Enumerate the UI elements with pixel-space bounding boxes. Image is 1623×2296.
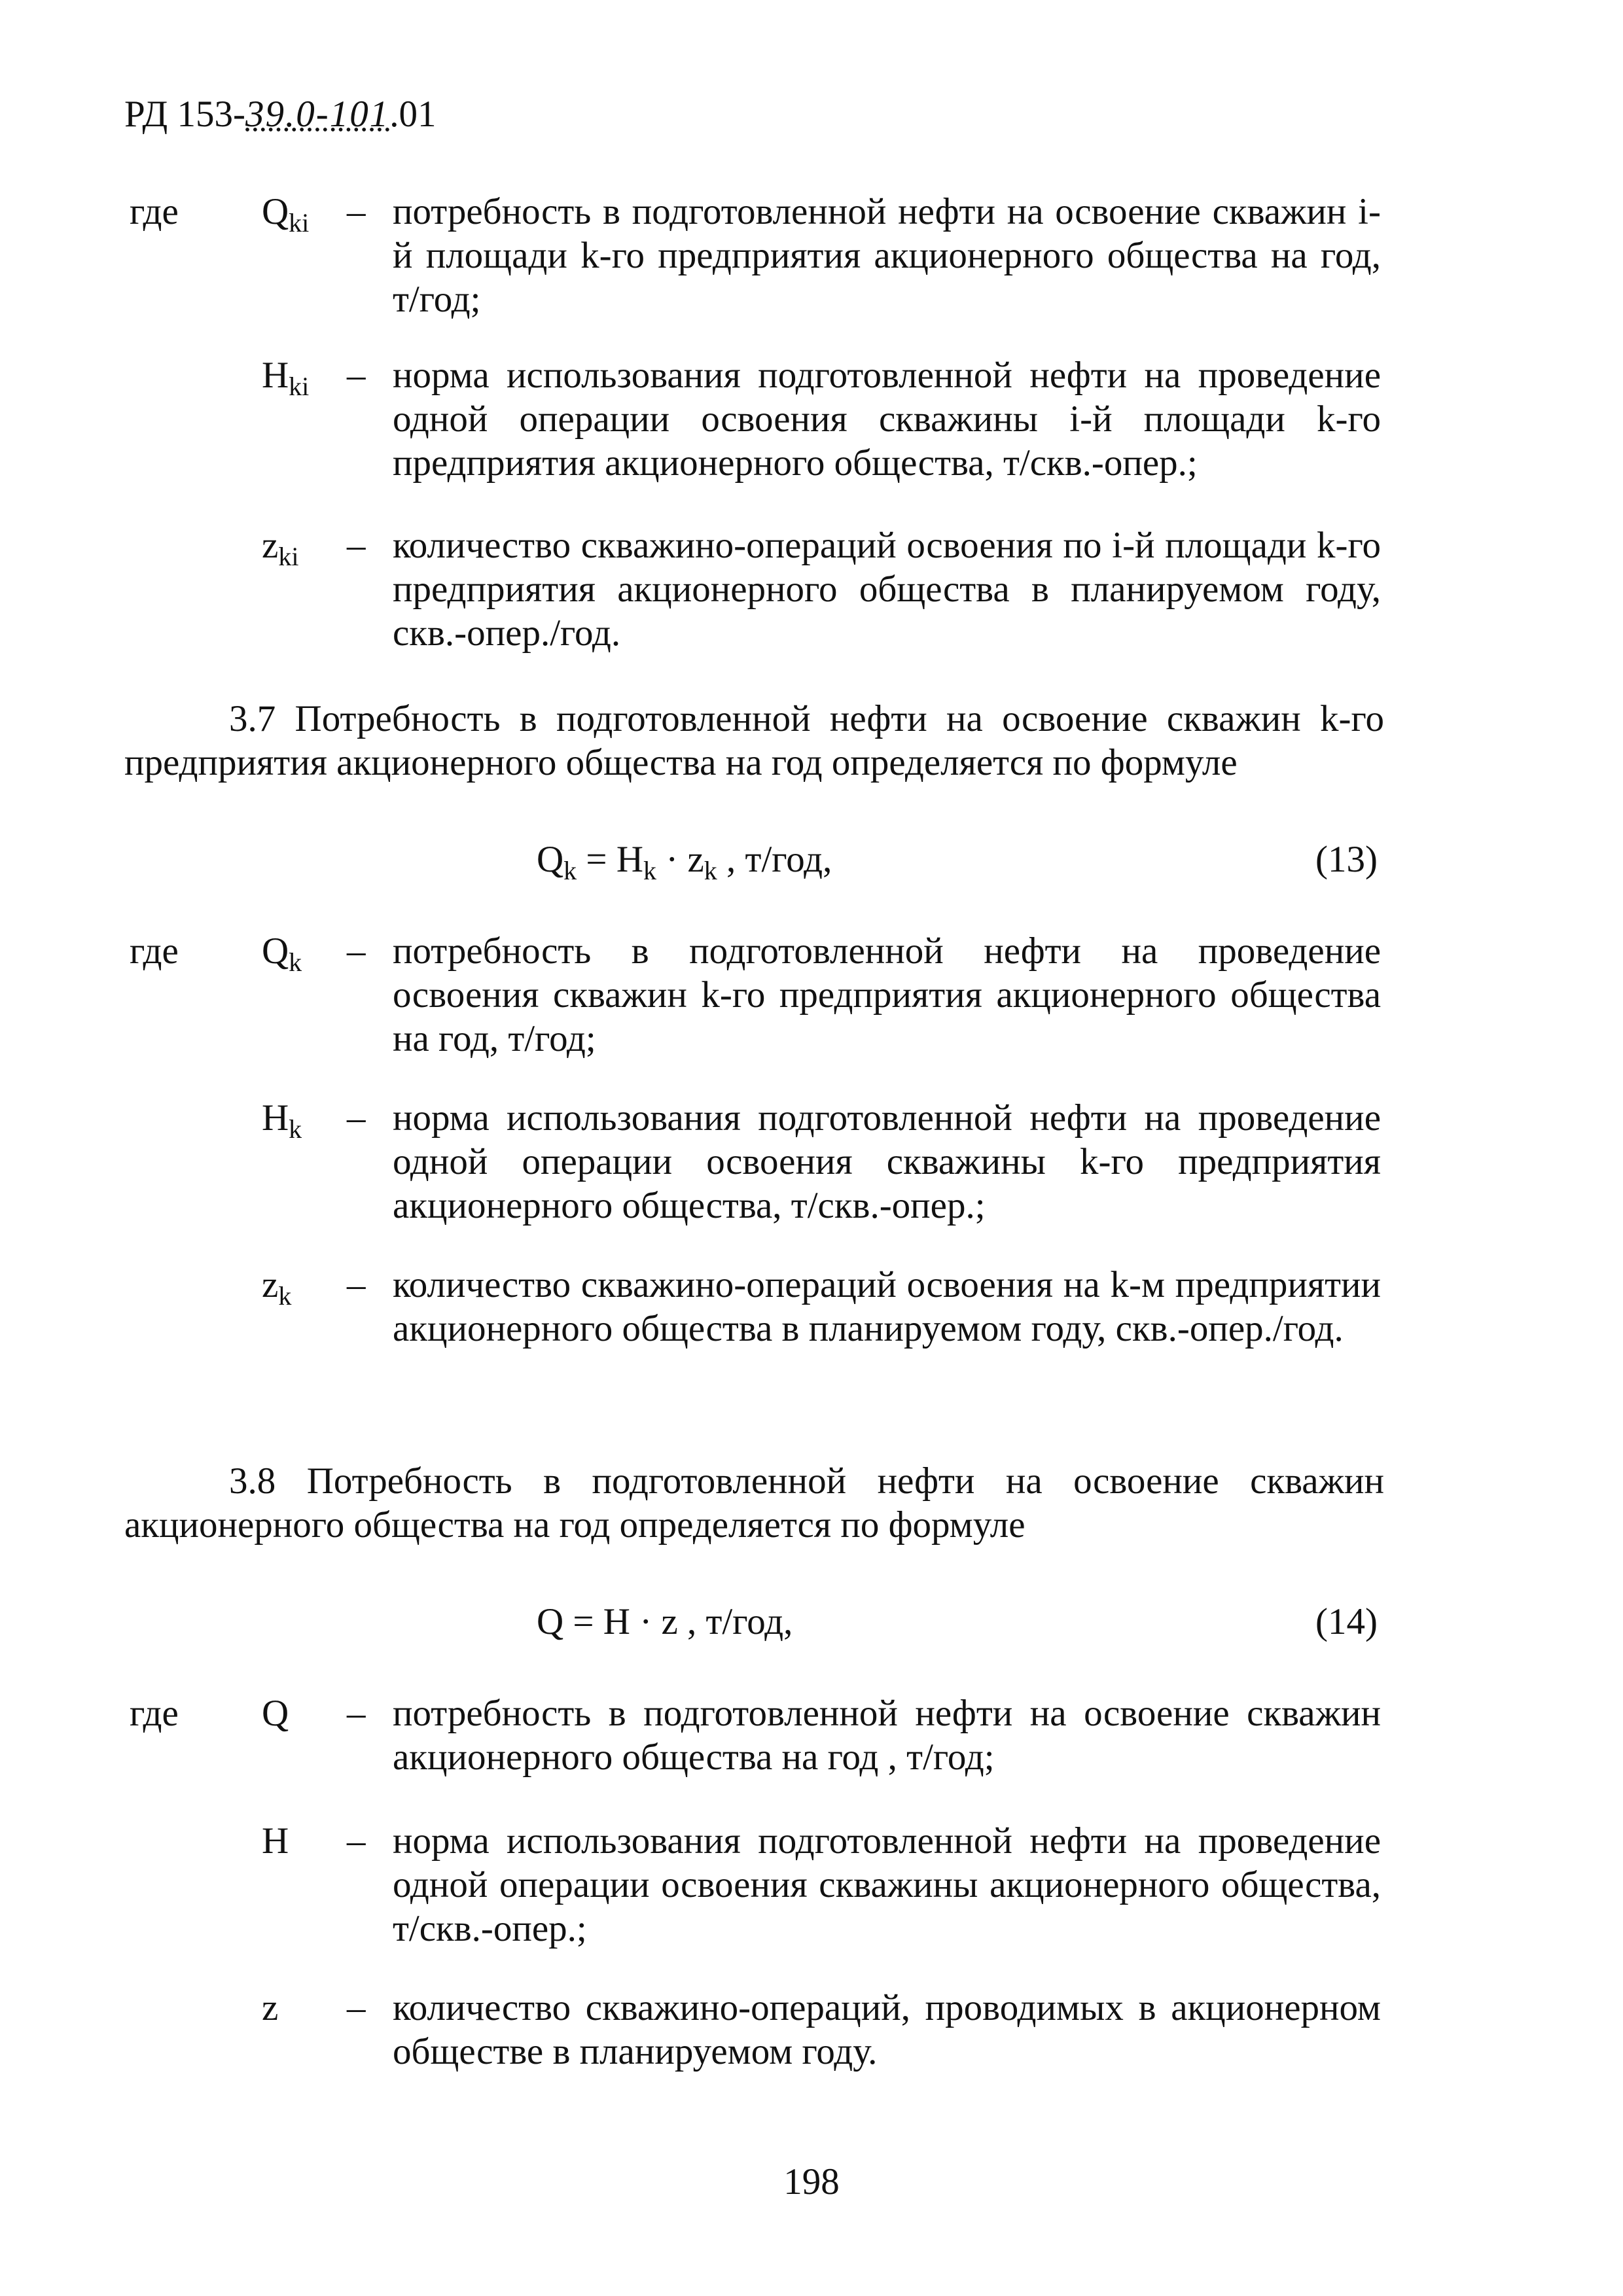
formula-13-expression: $Q_k = H_k \cdot z_k$ , т/год,	[537, 839, 832, 885]
definition-dash: –	[347, 1264, 366, 1305]
document-code-suffix: .01	[389, 94, 437, 135]
document-code	[124, 92, 437, 137]
handwritten-code: 39.0-101	[245, 94, 390, 135]
symbol-hk: $H_k$	[262, 1097, 302, 1144]
document-code-prefix: РД 153-	[124, 94, 246, 135]
paragraph-3-7: 3.7 Потребность в подготовленной нефти на освоение скважин k-го предприятия акционерного общества на год определяется по формуле	[124, 698, 1384, 783]
definition-z: количество скважино-операций, проводимых в акционерном обществе в планируемом году.	[393, 1987, 1381, 2072]
definition-dash: –	[347, 1097, 366, 1139]
definition-dash: –	[347, 191, 366, 232]
definition-q: потребность в подготовленной нефти на освоение скважин акционерного общества на год , т/год;	[393, 1693, 1381, 1778]
symbol-q: Q	[262, 1693, 289, 1734]
paragraph-3-8: 3.8 Потребность в подготовленной нефти на освоение скважин акционерного общества на год определяется по формуле	[124, 1460, 1384, 1545]
symbol-qk: $Q_k$	[262, 930, 302, 977]
definition-zk: количество скважино-операций освоения на k-м предприятии акционерного общества в планируемом году, скв.-опер./год.	[393, 1264, 1381, 1349]
definition-dash: –	[347, 1693, 366, 1734]
definition-dash: –	[347, 355, 366, 396]
symbol-qki: $Q_{ki}$	[262, 191, 310, 238]
symbol-hki: $H_{ki}$	[262, 355, 310, 401]
definition-dash: –	[347, 930, 366, 972]
formula-14-expression: Q = H · z , т/год,	[537, 1601, 793, 1642]
definition-hk: норма использования подготовленной нефти на проведение одной операции освоения скважины k-го предприятия акционерного общества, т/скв.-опер.;	[393, 1097, 1381, 1226]
definition-dash: –	[347, 525, 366, 566]
symbol-zk: $z_k$	[262, 1264, 292, 1311]
page-number: 198	[783, 2161, 840, 2202]
definition-zki: количество скважино-операций освоения по i-й площади k-го предприятия акционерного общества в планируемом году, скв.-опер./год.	[393, 525, 1381, 654]
definition-hki: норма использования подготовленной нефти на проведение одной операции освоения скважины i-й площади k-го предприятия акционерного общества, т/скв.-опер.;	[393, 355, 1381, 484]
formula-13-number: (13)	[1315, 839, 1378, 880]
symbol-h: H	[262, 1820, 289, 1862]
definition-dash: –	[347, 1820, 366, 1862]
definition-h: норма использования подготовленной нефти на проведение одной операции освоения скважины акционерного общества, т/скв.-опер.;	[393, 1820, 1381, 1949]
where-label: где	[130, 930, 179, 972]
definition-dash: –	[347, 1987, 366, 2028]
where-label: где	[130, 191, 179, 232]
formula-14-number: (14)	[1315, 1601, 1378, 1642]
symbol-z: z	[262, 1987, 279, 2028]
definition-qk: потребность в подготовленной нефти на проведение освоения скважин k-го предприятия акционерного общества на год, т/год;	[393, 930, 1381, 1059]
definition-qki: потребность в подготовленной нефти на освоение скважин i-й площади k-го предприятия акционерного общества на год, т/год;	[393, 191, 1381, 320]
where-label: где	[130, 1693, 179, 1734]
symbol-zki: $z_{ki}$	[262, 525, 299, 571]
